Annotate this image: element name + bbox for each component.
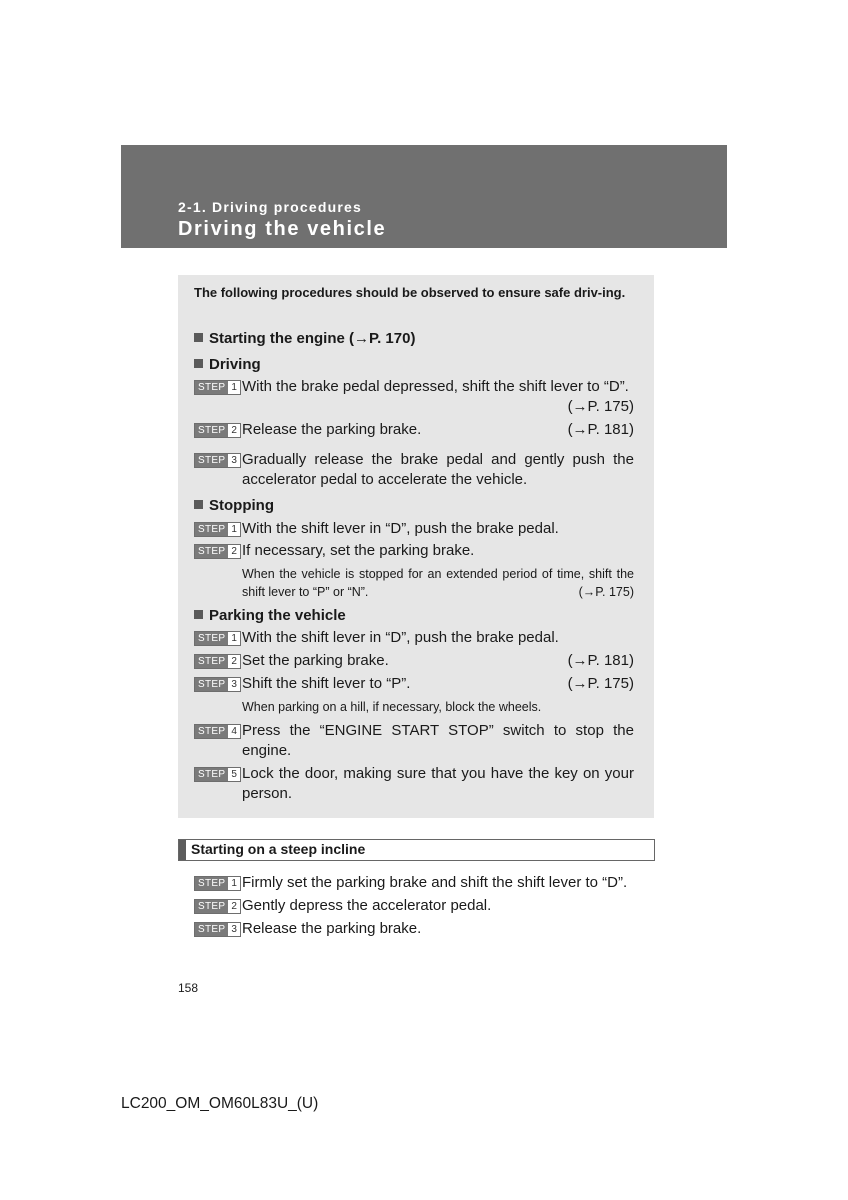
driving-step-1: STEP 1 With the brake pedal depressed, shift the shift lever to “D”. (→P. 175) [194,377,634,417]
square-bullet-icon [194,610,203,619]
step-badge: STEP 2 [194,899,241,914]
procedure-box [178,275,654,818]
heading-parking: Parking the vehicle [194,606,346,626]
parking-note: When parking on a hill, if necessary, block the wheels. [242,700,542,714]
stopping-step-2: STEP 2 If necessary, set the parking brake. [194,541,634,561]
step-badge: STEP 2 [194,423,241,438]
incline-step-1: STEP 1 Firmly set the parking brake and shift the shift lever to “D”. [194,873,634,893]
page-reference: (→P. 181) [567,652,634,669]
step-badge: STEP 2 [194,544,241,559]
section-header-band [121,145,727,248]
heading-starting-engine: Starting the engine (→P. 170) [194,329,415,349]
page-reference: (→P. 181) [567,421,634,438]
subsection-title: Starting on a steep incline [191,841,366,857]
parking-step-5: STEP 5 Lock the door, making sure that you have the key on your person. [194,764,634,804]
heading-stopping: Stopping [194,496,274,516]
driving-step-3: STEP 3 Gradually release the brake pedal and gently push the accelerator pedal to accelerate the vehicle. [194,450,634,490]
step-badge: STEP 3 [194,922,241,937]
section-number: 2-1. Driving procedures [178,199,362,215]
footer-document-code: LC200_OM_OM60L83U_(U) [121,1095,319,1112]
step-badge: STEP 2 [194,654,241,669]
parking-step-4: STEP 4 Press the “ENGINE START STOP” switch to stop the engine. [194,721,634,761]
square-bullet-icon [194,500,203,509]
step-badge: STEP 3 [194,453,241,468]
page-reference: (→P. 175) [567,398,634,415]
parking-step-3: STEP 3 Shift the shift lever to “P”. (→P. 175) [194,674,634,694]
heading-driving: Driving [194,355,261,375]
step-badge: STEP 4 [194,724,241,739]
incline-step-2: STEP 2 Gently depress the accelerator pedal. [194,896,634,916]
stopping-step-1: STEP 1 With the shift lever in “D”, push the brake pedal. [194,519,634,539]
stopping-note: When the vehicle is stopped for an extended period of time, shift the shift lever to “P” or “N”. (→P. 175) [242,567,634,599]
page-reference: (→P. 175) [567,675,634,692]
parking-step-2: STEP 2 Set the parking brake. (→P. 181) [194,651,634,671]
intro-text: The following procedures should be observed to ensure safe driv-ing. [194,285,626,300]
page-number: 158 [178,981,199,995]
step-badge: STEP 5 [194,767,241,782]
section-title: Driving the vehicle [178,218,387,240]
step-badge: STEP 1 [194,631,241,646]
parking-step-1: STEP 1 With the shift lever in “D”, push the brake pedal. [194,628,634,648]
step-badge: STEP 1 [194,876,241,891]
step-badge: STEP 1 [194,380,241,395]
square-bullet-icon [194,333,203,342]
square-bullet-icon [194,359,203,368]
step-badge: STEP 1 [194,522,241,537]
subsection-heading-bar [178,839,655,861]
incline-step-3: STEP 3 Release the parking brake. [194,919,634,939]
step-badge: STEP 3 [194,677,241,692]
driving-step-2: STEP 2 Release the parking brake. (→P. 181) [194,420,634,440]
heading-accent-block [179,840,186,860]
page-reference: (→P. 175) [578,585,634,599]
